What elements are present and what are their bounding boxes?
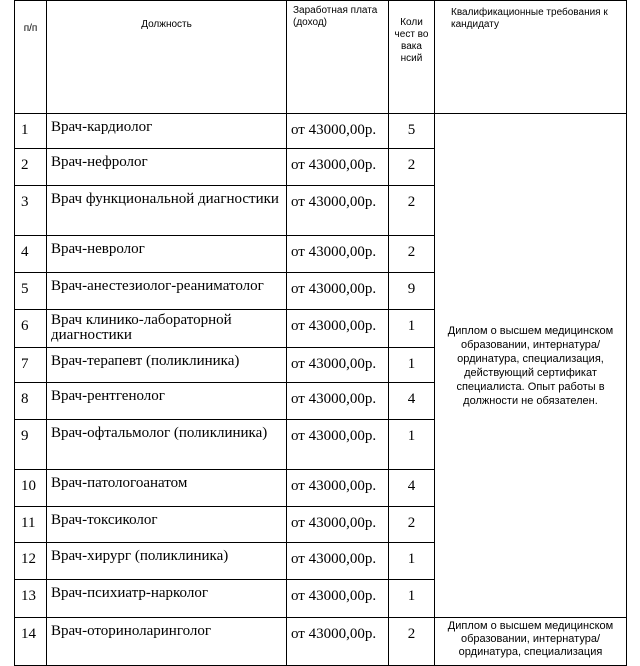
row-count: 2 (389, 507, 435, 543)
row-salary: от 43000,00р. (287, 507, 389, 543)
row-salary: от 43000,00р. (287, 186, 389, 236)
row-count: 1 (389, 310, 435, 348)
row-count: 2 (389, 236, 435, 273)
vacancy-table-container (14, 0, 627, 666)
row-num: 10 (15, 470, 47, 507)
row-salary: от 43000,00р. (287, 383, 389, 420)
row-position: Врач-нефролог (47, 149, 287, 186)
row-count: 1 (389, 543, 435, 580)
row-salary: от 43000,00р. (287, 310, 389, 348)
row-position: Врач-хирург (поликлиника) (47, 543, 287, 580)
row-num: 4 (15, 236, 47, 273)
requirements-main: Диплом о высшем медицинском образовании, интернатура/ ординатура, специализация, действующий сертификат специалиста. Опыт работы в должности не обязателен. (435, 114, 627, 618)
header-salary: Заработная плата (доход) (287, 1, 389, 114)
row-salary: от 43000,00р. (287, 236, 389, 273)
row-num: 6 (15, 310, 47, 348)
header-position: Должность (47, 1, 287, 114)
row-count: 1 (389, 420, 435, 470)
row-count: 1 (389, 580, 435, 618)
row-position: Врач-патологоанатом (47, 470, 287, 507)
row-position: Врач-рентгенолог (47, 383, 287, 420)
row-salary: от 43000,00р. (287, 149, 389, 186)
row-position: Врач-терапевт (поликлиника) (47, 348, 287, 383)
row-position: Врач клинико-лабораторной диагностики (47, 310, 287, 348)
row-salary: от 43000,00р. (287, 618, 389, 666)
row-count: 2 (389, 186, 435, 236)
row-salary: от 43000,00р. (287, 348, 389, 383)
row-position: Врач-оториноларинголог (47, 618, 287, 666)
row-num: 8 (15, 383, 47, 420)
row-num: 1 (15, 114, 47, 149)
row-salary: от 43000,00р. (287, 273, 389, 310)
row-position: Врач-офтальмолог (поликлиника) (47, 420, 287, 470)
table-row (15, 618, 627, 666)
row-num: 2 (15, 149, 47, 186)
row-position: Врач функциональной диагностики (47, 186, 287, 236)
row-count: 4 (389, 470, 435, 507)
row-salary: от 43000,00р. (287, 543, 389, 580)
row-salary: от 43000,00р. (287, 580, 389, 618)
header-requirements: Квалификационные требования к кандидату (435, 1, 627, 114)
row-salary: от 43000,00р. (287, 114, 389, 149)
table-row (15, 114, 627, 149)
row-salary: от 43000,00р. (287, 420, 389, 470)
vacancy-table (14, 0, 627, 666)
row-num: 11 (15, 507, 47, 543)
row-count: 2 (389, 618, 435, 666)
header-num: п/п (15, 1, 47, 114)
row-salary: от 43000,00р. (287, 470, 389, 507)
row-count: 2 (389, 149, 435, 186)
header-count: Коли чест во вака нсий (389, 1, 435, 114)
row-position: Врач-анестезиолог-реаниматолог (47, 273, 287, 310)
row-count: 4 (389, 383, 435, 420)
row-num: 7 (15, 348, 47, 383)
row-num: 9 (15, 420, 47, 470)
row-count: 9 (389, 273, 435, 310)
row-num: 13 (15, 580, 47, 618)
row-num: 12 (15, 543, 47, 580)
row-position: Врач-невролог (47, 236, 287, 273)
row-num: 5 (15, 273, 47, 310)
requirements-row14: Диплом о высшем медицинском образовании, интернатура/ ординатура, специализация (435, 618, 627, 666)
table-header-row (15, 1, 627, 114)
row-position: Врач-токсиколог (47, 507, 287, 543)
row-num: 14 (15, 618, 47, 666)
row-num: 3 (15, 186, 47, 236)
row-count: 5 (389, 114, 435, 149)
row-position: Врач-психиатр-нарколог (47, 580, 287, 618)
row-count: 1 (389, 348, 435, 383)
row-position: Врач-кардиолог (47, 114, 287, 149)
